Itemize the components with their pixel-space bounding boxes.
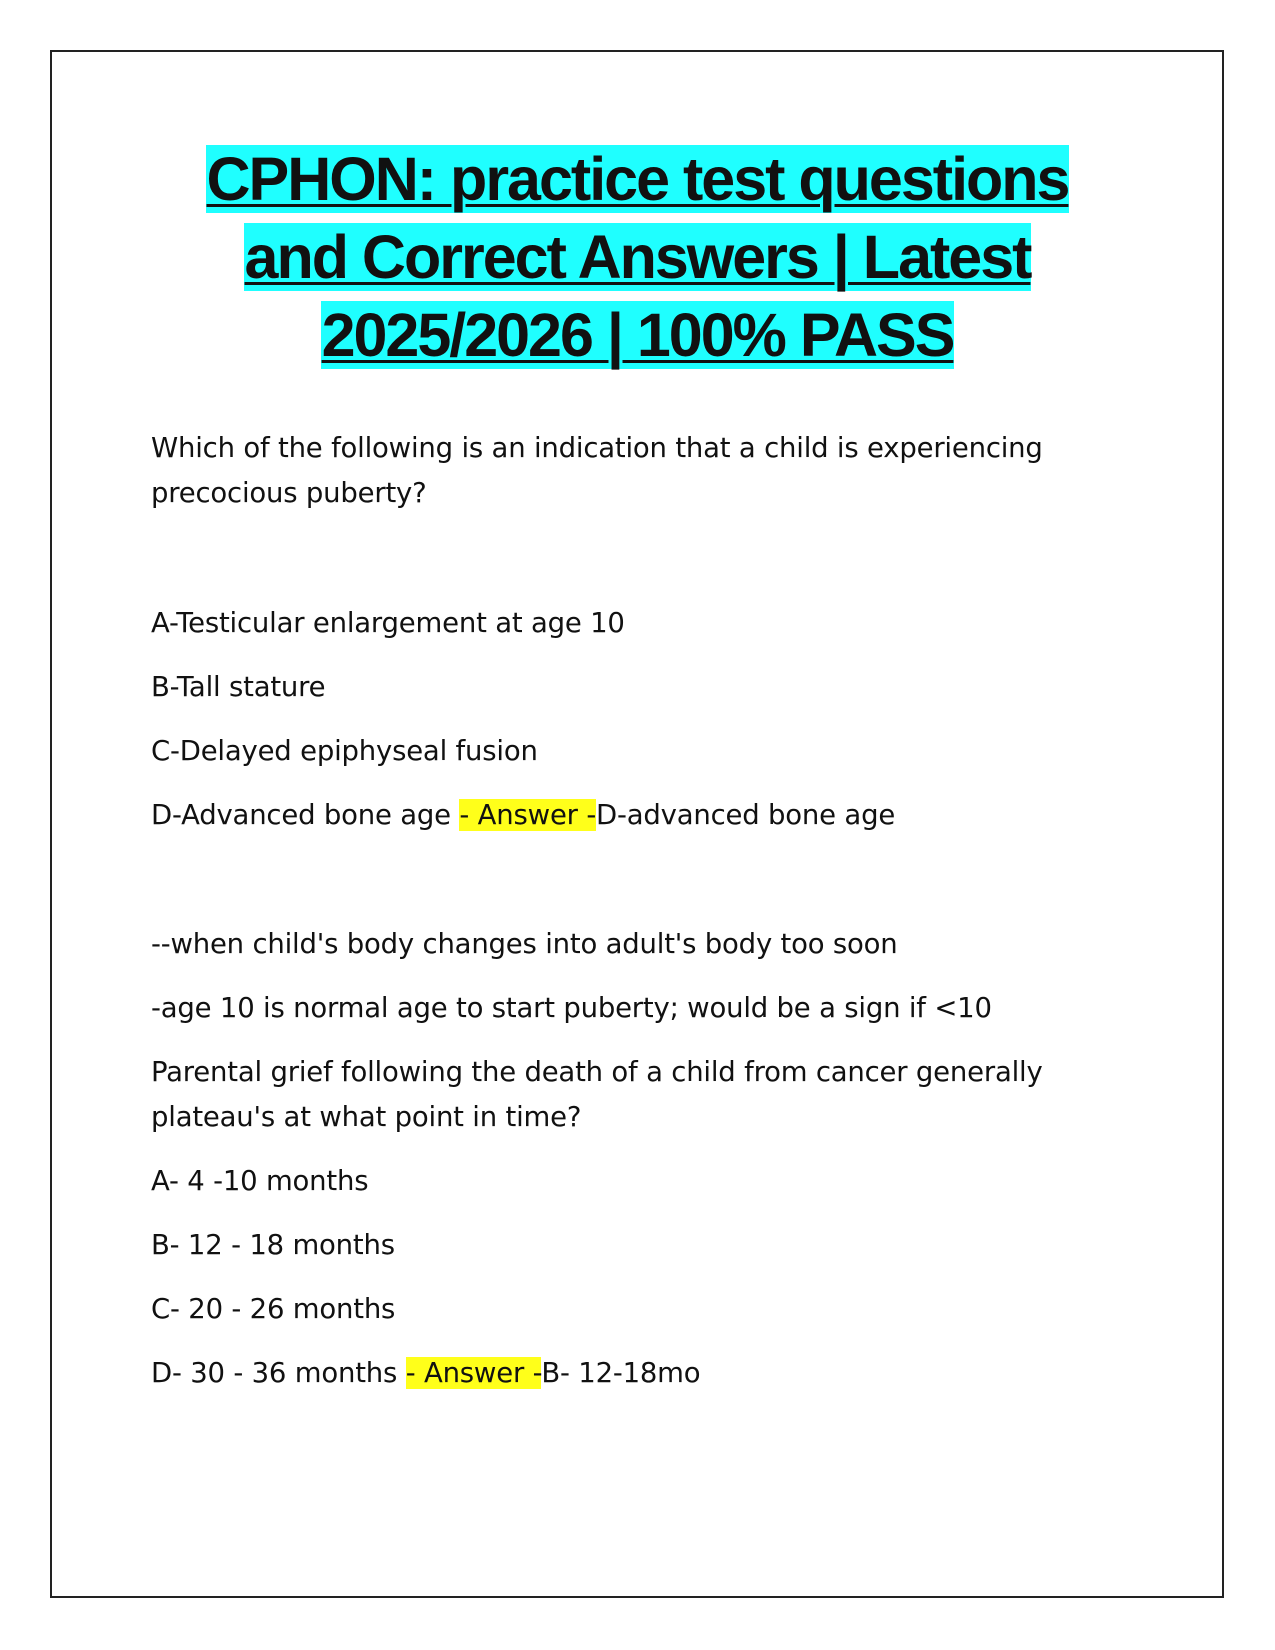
q2-answer-text: B- 12-18mo [541,1357,701,1389]
q1-option-d-line [151,797,895,833]
document-title [140,140,1135,374]
q2-answer-marker: - Answer - [405,1357,542,1389]
q1-rationale-line: --when child's body changes into adult's body too soon [151,928,898,960]
q2-option-a: A- 4 -10 months [151,1165,369,1197]
title-line [140,296,1135,374]
title-line-text: CPHON: practice test questions [206,145,1069,213]
title-line [140,140,1135,218]
q1-option-c: C-Delayed epiphyseal fusion [151,735,538,767]
q2-option-c: C- 20 - 26 months [151,1293,396,1325]
q1-answer-text: D-advanced bone age [596,799,896,831]
q1-answer-marker: - Answer - [459,799,597,831]
q1-option-d: D-Advanced bone age [151,799,460,831]
title-line [140,218,1135,296]
q2-question-line: Parental grief following the death of a child from cancer generally [151,1056,1043,1088]
q2-question-line: plateau's at what point in time? [151,1101,582,1133]
q2-option-d-line [151,1355,700,1391]
q2-option-b: B- 12 - 18 months [151,1229,395,1261]
title-line-text: and Correct Answers | Latest [244,223,1031,291]
q1-rationale-line: -age 10 is normal age to start puberty; would be a sign if <10 [151,992,992,1024]
q1-question-line: Which of the following is an indication that a child is experiencing [151,432,1043,464]
q1-option-a: A-Testicular enlargement at age 10 [151,607,625,639]
q2-option-d: D- 30 - 36 months [151,1357,406,1389]
q1-option-b: B-Tall stature [151,671,326,703]
title-line-text: 2025/2026 | 100% PASS [321,301,954,369]
q1-question-line: precocious puberty? [151,477,427,509]
